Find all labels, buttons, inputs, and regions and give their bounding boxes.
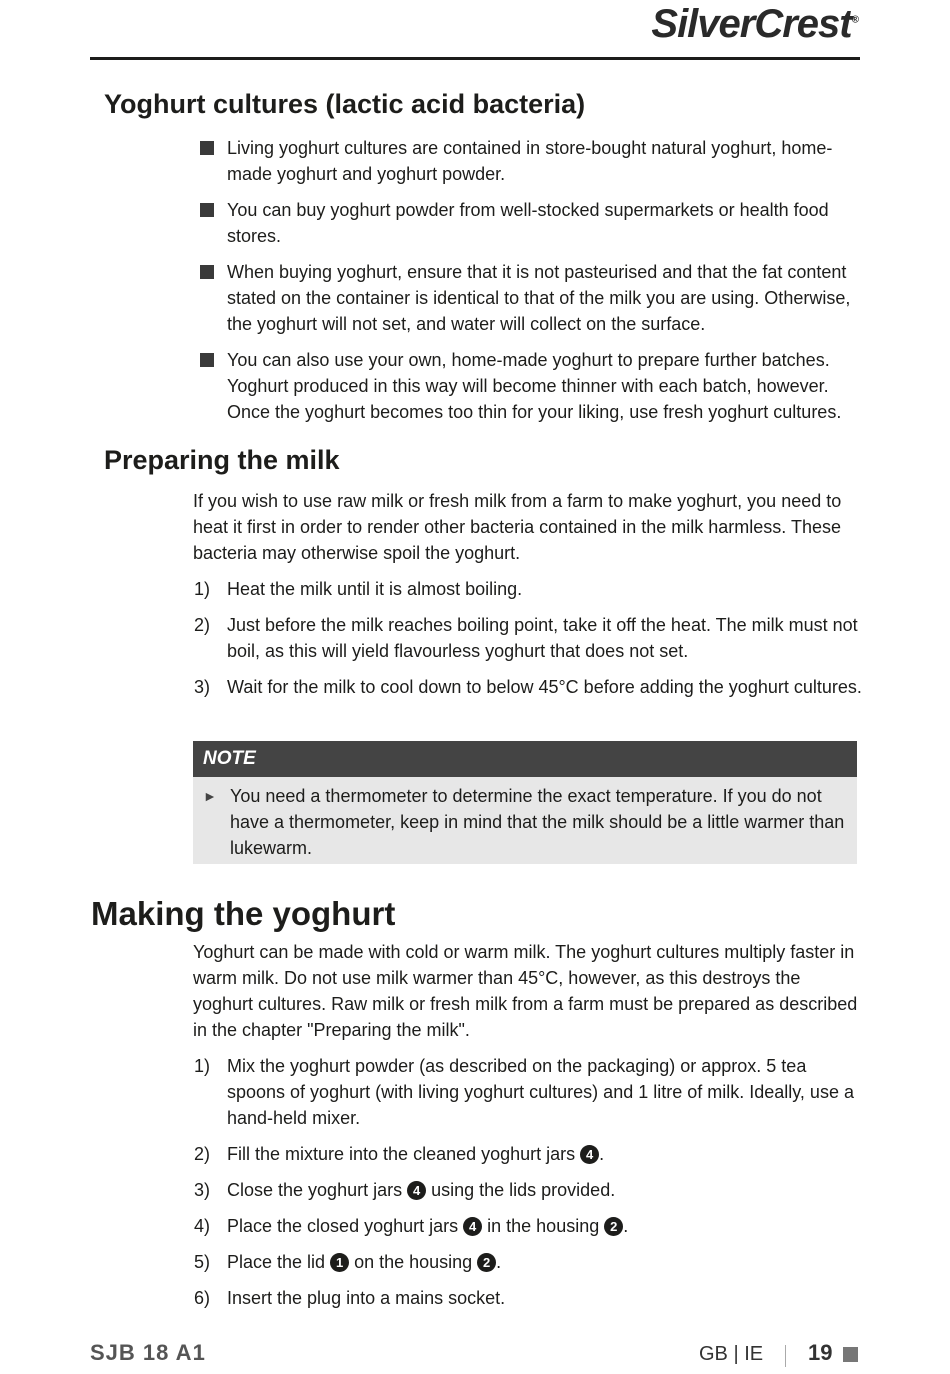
making-step xyxy=(194,1285,864,1311)
making-step xyxy=(194,1177,864,1203)
bullet-text: Living yoghurt cultures are contained in store-bought natural yoghurt, home-made yoghurt and yoghurt powder. xyxy=(227,138,833,184)
step-number: 3) xyxy=(194,677,211,697)
step-text-part: Place the lid xyxy=(227,1252,331,1272)
cultures-bullet-item xyxy=(194,135,864,187)
making-step xyxy=(194,1141,864,1167)
page-marker-square-icon xyxy=(843,1347,858,1362)
making-step xyxy=(194,1053,864,1131)
footer-language: GB | IE xyxy=(699,1343,764,1365)
brand-logo xyxy=(651,2,858,47)
step-text-part: . xyxy=(496,1252,502,1272)
step-number: 4) xyxy=(194,1216,211,1236)
part-number-badge: 4 xyxy=(580,1145,599,1164)
part-number-badge: 2 xyxy=(477,1253,496,1272)
step-text-part: Close the yoghurt jars xyxy=(227,1180,408,1200)
part-number-badge: 4 xyxy=(407,1181,426,1200)
brand-name: SilverCrest xyxy=(651,2,852,46)
note-text: You need a thermometer to determine the exact temperature. If you do not have a thermometer, keep in mind that the milk should be a little warmer than lukewarm. xyxy=(230,786,845,858)
step-number: 3) xyxy=(194,1180,211,1200)
cultures-bullet-item xyxy=(194,347,864,425)
part-number-badge: 1 xyxy=(330,1253,349,1272)
making-intro: Yoghurt can be made with cold or warm milk. The yoghurt cultures multiply faster in warm milk. Do not use milk warmer than 45°C, however, as this destroys the yoghurt cultures. Raw milk or fresh milk from a farm must be prepared as described in the chapter "Preparing the milk". xyxy=(193,942,858,1040)
bullet-square-icon xyxy=(200,141,214,155)
footer-model-number: SJB 18 A1 xyxy=(90,1340,206,1365)
step-text: Mix the yoghurt powder (as described on the packaging) or approx. 5 tea spoons of yoghurt (with living yoghurt cultures) and 1 litre of milk. Ideally, use a hand-held mixer. xyxy=(227,1056,854,1128)
step-text-part: using the lids provided. xyxy=(426,1180,616,1200)
step-text xyxy=(227,1141,864,1167)
step-text-part: Fill the mixture into the cleaned yoghurt jars xyxy=(227,1144,581,1164)
making-step xyxy=(194,1213,864,1239)
step-number: 1) xyxy=(194,579,211,599)
note-body xyxy=(193,777,857,861)
part-number-badge: 2 xyxy=(604,1217,623,1236)
bullet-text: You can also use your own, home-made yoghurt to prepare further batches. Yoghurt produced in this way will become thinner with each batch, however. Once the yoghurt becomes too thin for your liking, use fresh yoghurt cultures. xyxy=(227,350,842,422)
cultures-heading: Yoghurt cultures (lactic acid bacteria) xyxy=(104,89,586,119)
making-heading: Making the yoghurt xyxy=(91,895,396,932)
milk-step xyxy=(194,674,864,700)
step-text-part: . xyxy=(599,1144,605,1164)
bullet-square-icon xyxy=(200,265,214,279)
note-box xyxy=(193,741,857,864)
registered-mark: ® xyxy=(851,14,858,26)
step-text-part: Place the closed yoghurt jars xyxy=(227,1216,464,1236)
step-number: 6) xyxy=(194,1288,211,1308)
bullet-text: When buying yoghurt, ensure that it is not pasteurised and that the fat content stated on the container is identical to that of the milk you are using. Otherwise, the yoghurt will not set, and water will collect on the surface. xyxy=(227,262,851,334)
step-text xyxy=(227,1213,864,1239)
step-text: Insert the plug into a mains socket. xyxy=(227,1288,506,1308)
footer-divider xyxy=(785,1345,786,1367)
step-text: Heat the milk until it is almost boiling. xyxy=(227,579,523,599)
making-step xyxy=(194,1249,864,1275)
step-number: 2) xyxy=(194,1144,211,1164)
step-text xyxy=(227,1249,864,1275)
step-text: Just before the milk reaches boiling point, take it off the heat. The milk must not boil, as this will yield flavourless yoghurt that does not set. xyxy=(227,615,858,661)
note-heading: NOTE xyxy=(193,741,857,777)
bullet-square-icon xyxy=(200,203,214,217)
milk-step xyxy=(194,576,864,602)
cultures-bullet-item xyxy=(194,197,864,249)
cultures-bullet-item xyxy=(194,259,864,337)
milk-intro: If you wish to use raw milk or fresh milk from a farm to make yoghurt, you need to heat it first in order to render other bacteria contained in the milk harmless. These bacteria may otherwise spoil the yoghurt. xyxy=(193,491,842,563)
step-number: 1) xyxy=(194,1056,211,1076)
part-number-badge: 4 xyxy=(463,1217,482,1236)
step-text-part: . xyxy=(623,1216,629,1236)
header-rule xyxy=(90,57,860,60)
step-number: 2) xyxy=(194,615,211,635)
bullet-text: You can buy yoghurt powder from well-stocked supermarkets or health food stores. xyxy=(227,200,829,246)
bullet-square-icon xyxy=(200,353,214,367)
step-text: Wait for the milk to cool down to below 45°C before adding the yoghurt cultures. xyxy=(227,677,862,697)
milk-step xyxy=(194,612,864,664)
page-number: 19 xyxy=(808,1340,833,1365)
step-number: 5) xyxy=(194,1252,211,1272)
step-text xyxy=(227,1177,864,1203)
arrow-right-icon: ► xyxy=(203,788,217,804)
step-text-part: in the housing xyxy=(482,1216,605,1236)
milk-heading: Preparing the milk xyxy=(104,445,340,475)
step-text-part: on the housing xyxy=(349,1252,478,1272)
